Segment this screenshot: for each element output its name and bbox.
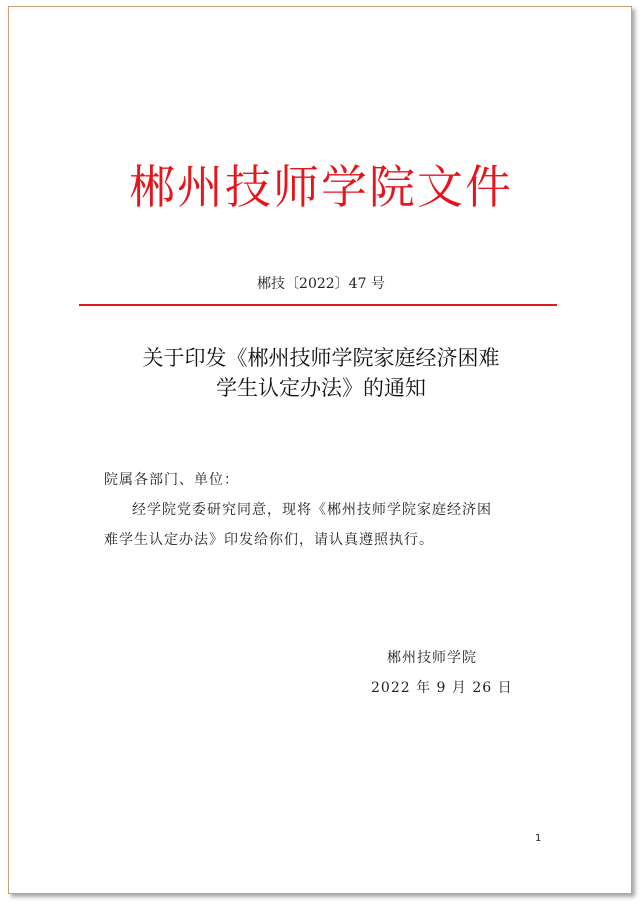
notice-title-line-2: 学生认定办法》的通知	[216, 376, 426, 400]
page-number: 1	[535, 833, 542, 844]
document-number: 郴技〔2022〕47 号	[257, 276, 385, 292]
notice-title-line-1: 关于印发《郴州技师学院家庭经济困难	[142, 346, 500, 370]
document-page	[8, 6, 632, 894]
body-line-1: 经学院党委研究同意，现将《郴州技师学院家庭经济困	[132, 502, 492, 518]
signature-organization: 郴州技师学院	[387, 650, 477, 666]
signature-date: 2022 年 9 月 26 日	[371, 680, 513, 696]
red-divider-line	[79, 304, 557, 306]
body-paragraph	[104, 495, 554, 555]
document-header-title: 郴州技师学院文件	[129, 160, 513, 214]
notice-title	[9, 343, 633, 403]
body-line-2: 难学生认定办法》印发给你们，请认真遵照执行。	[104, 532, 434, 548]
salutation: 院属各部门、单位：	[104, 472, 239, 488]
